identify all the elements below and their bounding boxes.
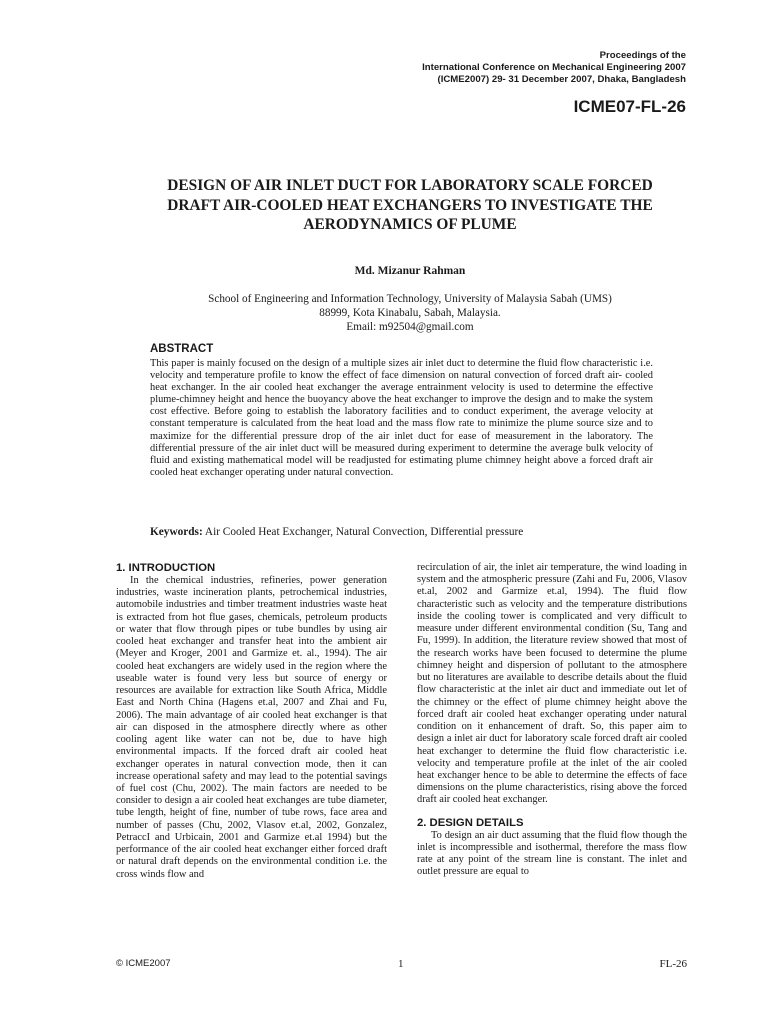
- title-line-1: DESIGN OF AIR INLET DUCT FOR LABORATORY SCALE FORCED: [167, 177, 653, 194]
- intro-paragraph-1: In the chemical industries, refineries, power generation industries, waste incineration plants, petrochemical industries, automobile industries and timber treatment industries waste heat is extracted from hot flue gases, chemicals, petroleum products or water that flow through pipes or tube bundles by using air cooled heat exchanger and transfer heat into the ambient air (Meyer and Kroger, 2001 and Garmize et. al., 1994). The air cooled heat exchangers are widely used in the region where the useable water is found very less but source of energy or resources are available for extraction like South Africa, Middle East and North China (Hagens et.al, 2007 and Zhai and Fu, 2006). The main advantage of air cooled heat exchanger is that air can disposed in the atmosphere directly where as other cooling agent like water can not be, due to have high environmental impacts. If the forced draft air cooled heat exchanger operates in natural convection mode, then it can increase operational safety and may lead to the potential savings of fuel cost (Chu, 2002). The main factors are needed to be consider to design a air cooled heat exchanges are tube diameter, tube length, height of fine, number of tube rows, face area and number of passes (Chu, 2002, Vlasov et.al, 2002, Gonzalez, PetraccI and Urbicain, 2001 and Garmize et.al 1994) but the performance of the air cooled heat exchanger either forced draft or natural draft depends on the environmental condition i.e. the cross winds flow and: [116, 575, 387, 880]
- paper-id: ICME07-FL-26: [573, 97, 686, 116]
- footer-copyright: © ICME2007: [116, 958, 171, 969]
- proceedings-line-3: (ICME2007) 29- 31 December 2007, Dhaka, Bangladesh: [437, 74, 686, 85]
- left-column: [116, 562, 387, 881]
- intro-paragraph-2: recirculation of air, the inlet air temperature, the wind loading in system and the atmospheric pressure (Zahi and Fu, 2006, Vlasov et.al, 2002 and Garmize et.al, 1994). The fluid flow characteristic such as velocity and the temperature distributions inside the cooling tower is complicated and very difficult to measure under different environmental condition (Su, Tang and Fu, 1999). In addition, the literature review showed that most of the research works have been focused to determine the plume chimney height and dispersion of pollutant to the atmosphere but no literatures are available to describe details about the fluid flow characteristic at the inlet air duct and immediate out let of the chimney or the effect of plume chimney height above the forced draft air cooled heat exchanger operating under natural condition on it enhancement of draft. So, this paper aim to design a inlet air duct for laboratory scale forced draft air cooled heat exchanger to determine the fluid flow characteristic i.e. velocity and temperature profile at the inlet of the air cooled heat exchanger hence to be able to determine the effects of face dimensions on the plume characteristics, rising above the forced draft air cooled heat exchanger.: [417, 562, 687, 806]
- paper-title: [100, 176, 720, 235]
- affiliation-line-2: 88999, Kota Kinabalu, Sabah, Malaysia.: [319, 307, 501, 319]
- proceedings-line-1: Proceedings of the: [599, 50, 686, 61]
- keywords-text: Air Cooled Heat Exchanger, Natural Convection, Differential pressure: [202, 526, 524, 538]
- right-column: [417, 562, 687, 879]
- author-email: Email: m92504@gmail.com: [346, 321, 474, 333]
- proceedings-block: [422, 50, 686, 86]
- keywords: [150, 526, 523, 538]
- proceedings-line-2: International Conference on Mechanical Engineering 2007: [422, 62, 686, 73]
- title-line-2: DRAFT AIR-COOLED HEAT EXCHANGERS TO INVESTIGATE THE: [167, 196, 653, 214]
- intro-heading: 1. INTRODUCTION: [116, 562, 216, 574]
- footer-page-number: 1: [398, 958, 404, 970]
- title-line-3: AERODYNAMICS OF PLUME: [303, 216, 517, 233]
- design-paragraph-1: To design an air duct assuming that the fluid flow though the inlet is incompressible and isothermal, therefore the mass flow rate at any point of the stream line is constant. The inlet and outlet pressure are equal to: [417, 829, 687, 878]
- affiliation-line-1: School of Engineering and Information Technology, University of Malaysia Sabah (UMS): [208, 293, 612, 305]
- author-name: Md. Mizanur Rahman: [354, 265, 466, 277]
- abstract-body: This paper is mainly focused on the design of a multiple sizes air inlet duct to determine the fluid flow characteristic i.e. velocity and temperature profile to know the effect of face dimension on natural convection of forced draft air- cooled heat exchanger. In the air cooled heat exchanger the average entrainment velocity is used to determine the effective plume-chimney height and hence the buoyancy above the heat exchanger to improve the design and to make the system cost effective. Before going to establish the laboratory facilities and to conduct experiment, the average velocity at constant temperature is calculated from the heat load and the mass flow rate to minimize the plume source size and to maximize for the differential pressure drop of the air inlet duct for ease of measurement in the laboratory. The differential pressure of the air inlet duct will be measured during experiment to determine the average bulk velocity of fluid and existing mathematical model will be readjusted for estimating plume chimney height above a forced draft air cooled heat exchanger operating under natural convection.: [150, 358, 653, 478]
- author-affiliation: [100, 292, 720, 334]
- abstract-heading: ABSTRACT: [150, 343, 214, 355]
- footer-page-code: FL-26: [659, 958, 687, 970]
- keywords-label: Keywords:: [150, 526, 203, 538]
- page-footer: [116, 958, 687, 972]
- design-heading: 2. DESIGN DETAILS: [417, 816, 524, 829]
